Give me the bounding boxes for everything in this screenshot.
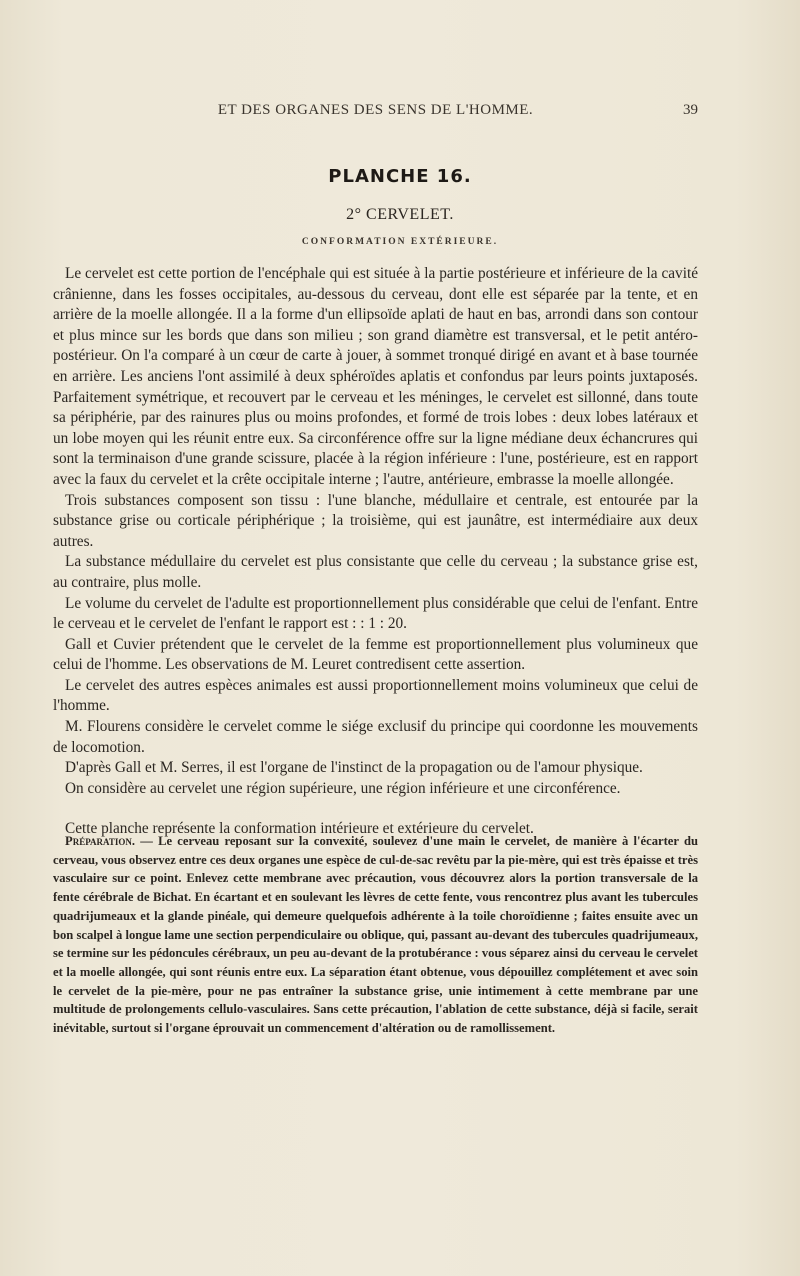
body-text xyxy=(53,264,698,840)
running-title: ET DES ORGANES DES SENS DE L'HOMME. xyxy=(217,102,534,118)
subsection-title: CONFORMATION EXTÉRIEURE. xyxy=(301,237,499,247)
preparation-note xyxy=(53,832,698,1038)
page-header xyxy=(53,100,698,124)
paragraph: Le cervelet des autres espèces animales est aussi proportionnellement moins volumineux que celui de l'homme. xyxy=(53,676,698,715)
preparation-paragraph xyxy=(53,832,698,1038)
paragraph: Gall et Cuvier prétendent que le cervelet de la femme est proportionnellement plus volumineux que celui de l'homme. Les observations de M. Leuret contredisent cette assertion. xyxy=(53,635,698,674)
paragraph: M. Flourens considère le cervelet comme le siége exclusif du principe qui coordonne les mouvements de locomotion. xyxy=(53,718,698,756)
section-title: 2° CERVELET. xyxy=(346,206,454,223)
paragraph: D'après Gall et M. Serres, il est l'organe de l'instinct de la propagation ou de l'amour physique. xyxy=(65,759,643,777)
paragraph: Le cervelet est cette portion de l'encéphale qui est située à la partie postérieure et inférieure de la cavité crânienne, dans les fosses occipitales, au-dessous du cerveau, dont elle est séparée par la tente, et en arrière de la moelle allongée. Il a la forme d'un ellipsoïde aplati de haut en bas, arrondi dans son contour et plus mince sur les bords que dans son milieu ; son grand diamètre est transversal, et le petit antéro-postérieur. On l'a comparé à un cœur de carte à jouer, à sommet tronqué dirigé en avant et à base tournée en arrière. Les anciens l'ont assimilé à deux sphéroïdes aplatis et confondus par leurs points juxtaposés. Parfaitement symétrique, et recouvert par le cerveau et les méninges, le cervelet est sillonné, dans toute sa périphérie, par des rainures plus ou moins profondes, et formé de trois lobes : deux lobes latéraux et un lobe moyen qui les réunit entre eux. Sa circonférence offre sur la ligne médiane deux échancrures qui sont la terminaison d'une grande scissure, placée à la région inférieure : l'une, postérieure, est en rapport avec la faux du cervelet et la crête occipitale interne ; l'autre, antérieure, embrasse la moelle allongée. xyxy=(53,265,698,488)
paragraph-plate-summary: Cette planche représente la conformation intérieure et extérieure du cervelet. xyxy=(65,820,534,838)
paragraph: Trois substances composent son tissu : l'une blanche, médullaire et centrale, est entourée par la substance grise ou corticale périphérique ; la troisième, qui est jaunâtre, est intermédiaire aux deux autres. xyxy=(53,491,698,550)
paragraph: On considère au cervelet une région supérieure, une région inférieure et une circonférence. xyxy=(65,779,621,797)
paragraph: La substance médullaire du cervelet est plus consistante que celle du cerveau ; la substance grise est, au contraire, plus molle. xyxy=(53,553,698,591)
paragraph: Le volume du cervelet de l'adulte est proportionnellement plus considérable que celui de l'enfant. Entre le cerveau et le cervelet de l'enfant le rapport est : : 1 : 20. xyxy=(53,594,698,633)
preparation-text: — Le cerveau reposant sur la convexité, soulevez d'une main le cervelet, de manière à l'écarter du cerveau, vous observez entre ces deux organes une espèce de cul-de-sac revêtu par la pie-mère, qui est très épaisse et très vasculaire sur ce point. Enlevez cette membrane avec précaution, vous découvrez alors la portion transversale de la fente cérébrale de Bichat. En écartant et en soulevant les lèvres de cette fente, vous rencontrez plus avant les tubercules quadrijumeaux et la glande pinéale, qui demeure quelquefois adhérente à la toile choroïdienne ; faites ensuite avec un bon scalpel à longue lame une section perpendiculaire ou oblique, qui, passant au-devant des tubercules quadrijumeaux, se termine sur les pédoncules cérébraux, un peu au-devant de la protubérance : vous séparez ainsi du cerveau le cervelet et la moelle allongée, qui sont réunis entre eux. La séparation étant obtenue, vous dépouillez complétement et avec soin le cervelet de la pie-mère, pour ne pas entraîner la substance grise, unie intimement à cette membrane par une multitude de prolongements cellulo-vasculaires. Sans cette précaution, l'ablation de cette substance, déjà si facile, serait inévitable, surtout si l'organe éprouvait un commencement d'altération ou de ramollissement. xyxy=(53,834,698,1036)
preparation-label: Préparation. xyxy=(65,834,136,848)
plate-title: PLANCHE 16. xyxy=(328,166,472,187)
page-number: 39 xyxy=(683,102,698,118)
